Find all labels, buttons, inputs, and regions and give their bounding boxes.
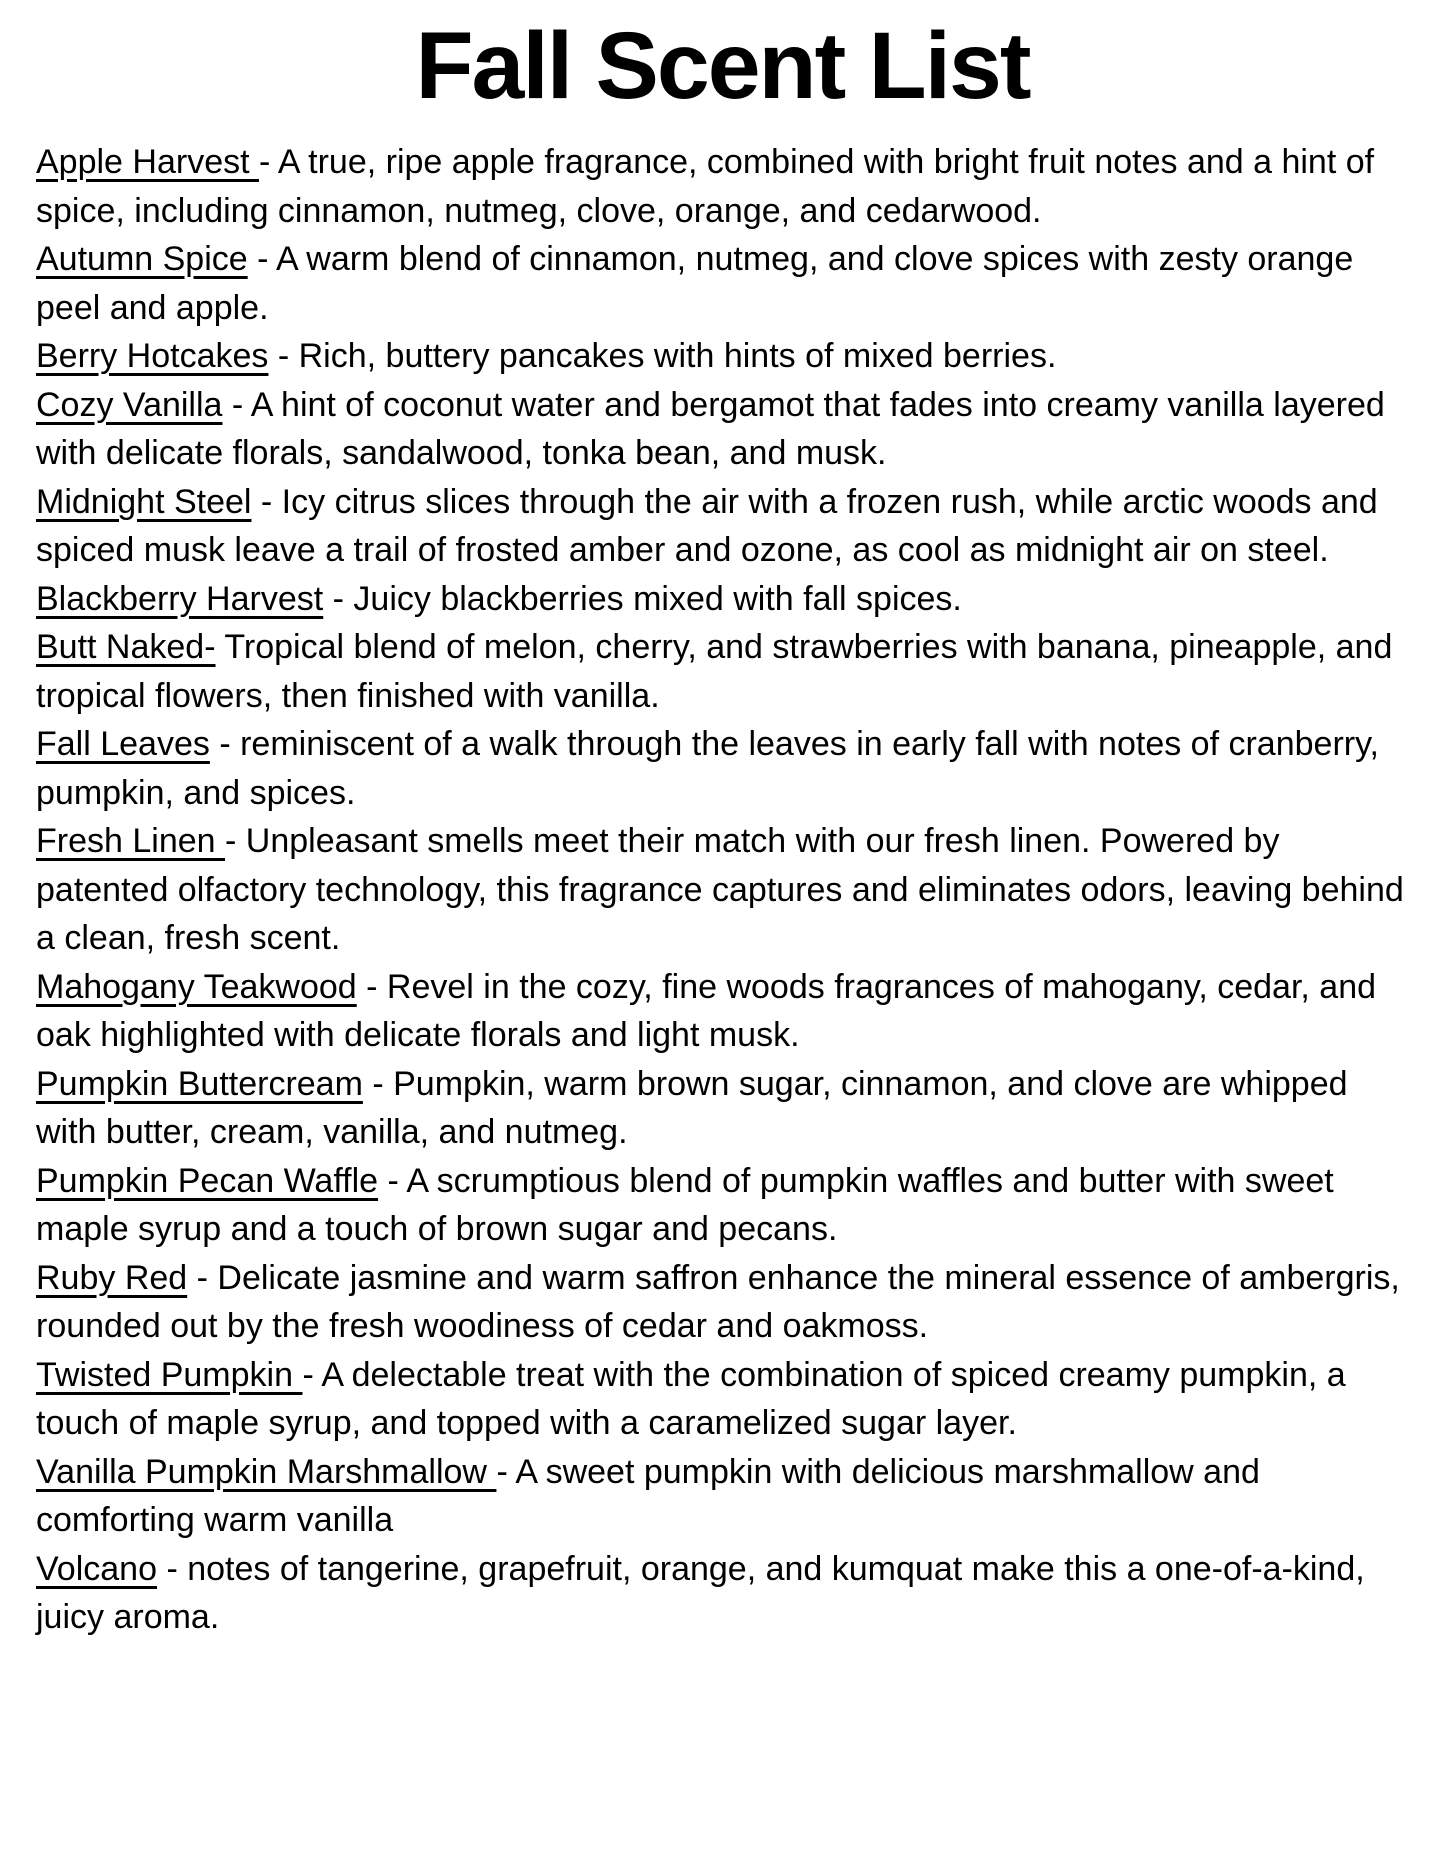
- scent-description: Tropical blend of melon, cherry, and strawberries with banana, pineapple, and tropical flowers, then finished with vanilla.: [36, 628, 1393, 715]
- scent-name: Fall Leaves: [36, 725, 210, 763]
- list-item: [36, 1254, 1409, 1351]
- scent-name: Autumn Spice: [36, 240, 248, 278]
- scent-name: Fresh Linen: [36, 822, 225, 860]
- list-item: [36, 332, 1409, 381]
- scent-name: Apple Harvest: [36, 143, 259, 181]
- page-title: Fall Scent List: [415, 13, 1030, 119]
- scent-name: Berry Hotcakes: [36, 337, 269, 375]
- scent-description: - A true, ripe apple fragrance, combined with bright fruit notes and a hint of spice, including cinnamon, nutmeg, clove, orange, and cedarwood.: [36, 143, 1375, 230]
- scent-name: Butt Naked-: [36, 628, 216, 666]
- scent-name: Ruby Red: [36, 1258, 188, 1297]
- list-item: [36, 623, 1409, 720]
- scent-description: - Pumpkin, warm brown sugar, cinnamon, and clove are whipped with butter, cream, vanilla, and nutmeg.: [36, 1064, 1348, 1151]
- scent-name: Pumpkin Buttercream: [36, 1064, 363, 1103]
- list-item: [36, 235, 1409, 332]
- scent-description: - Rich, buttery pancakes with hints of mixed berries.: [268, 337, 1057, 375]
- scent-name: Volcano: [36, 1549, 157, 1588]
- scent-description: - A scrumptious blend of pumpkin waffles and butter with sweet maple syrup and a touch of brown sugar and pecans.: [36, 1161, 1334, 1248]
- list-item: [36, 1060, 1409, 1157]
- list-item: [36, 963, 1409, 1060]
- list-item: [36, 575, 1409, 624]
- scent-name: Midnight Steel: [36, 482, 252, 521]
- scent-name: Blackberry Harvest: [36, 579, 324, 618]
- scent-name: Cozy Vanilla: [36, 385, 223, 424]
- list-item: [36, 1351, 1409, 1448]
- list-item: [36, 1545, 1409, 1642]
- scent-description: - Revel in the cozy, fine woods fragrances of mahogany, cedar, and oak highlighted with delicate florals and light musk.: [36, 967, 1377, 1054]
- scent-description: - A warm blend of cinnamon, nutmeg, and clove spices with zesty orange peel and apple.: [36, 240, 1354, 327]
- scent-name: Vanilla Pumpkin Marshmallow: [36, 1452, 497, 1491]
- scent-name: Mahogany Teakwood: [36, 967, 357, 1006]
- scent-description: - Unpleasant smells meet their match with our fresh linen. Powered by patented olfactory technology, this fragrance captures and eliminates odors, leaving behind a clean, fresh scent.: [36, 822, 1404, 957]
- scent-description: - A delectable treat with the combination of spiced creamy pumpkin, a touch of maple syrup, and topped with a caramelized sugar layer.: [36, 1355, 1346, 1442]
- scent-description: - A sweet pumpkin with delicious marshmallow and comforting warm vanilla: [36, 1452, 1260, 1539]
- scent-description: - A hint of coconut water and bergamot that fades into creamy vanilla layered with delicate florals, sandalwood, tonka bean, and musk.: [36, 385, 1385, 472]
- scent-description: - Juicy blackberries mixed with fall spices.: [323, 579, 962, 618]
- scent-name: Twisted Pumpkin: [36, 1355, 303, 1394]
- scent-description: - Icy citrus slices through the air with a frozen rush, while arctic woods and spiced musk leave a trail of frosted amber and ozone, as cool as midnight air on steel.: [36, 482, 1378, 569]
- list-item: [36, 1448, 1409, 1545]
- scent-description: - Delicate jasmine and warm saffron enhance the mineral essence of ambergris, rounded out by the fresh woodiness of cedar and oakmoss.: [36, 1258, 1400, 1345]
- list-item: [36, 478, 1409, 575]
- list-item: [36, 817, 1409, 963]
- scent-list: [36, 138, 1409, 1642]
- scent-description: - notes of tangerine, grapefruit, orange, and kumquat make this a one-of-a-kind, juicy aroma.: [36, 1549, 1365, 1636]
- list-item: [36, 720, 1409, 817]
- scent-description: - reminiscent of a walk through the leaves in early fall with notes of cranberry, pumpkin, and spices.: [36, 725, 1380, 812]
- scent-name: Pumpkin Pecan Waffle: [36, 1161, 379, 1200]
- list-item: [36, 138, 1409, 235]
- list-item: [36, 381, 1409, 478]
- list-item: [36, 1157, 1409, 1254]
